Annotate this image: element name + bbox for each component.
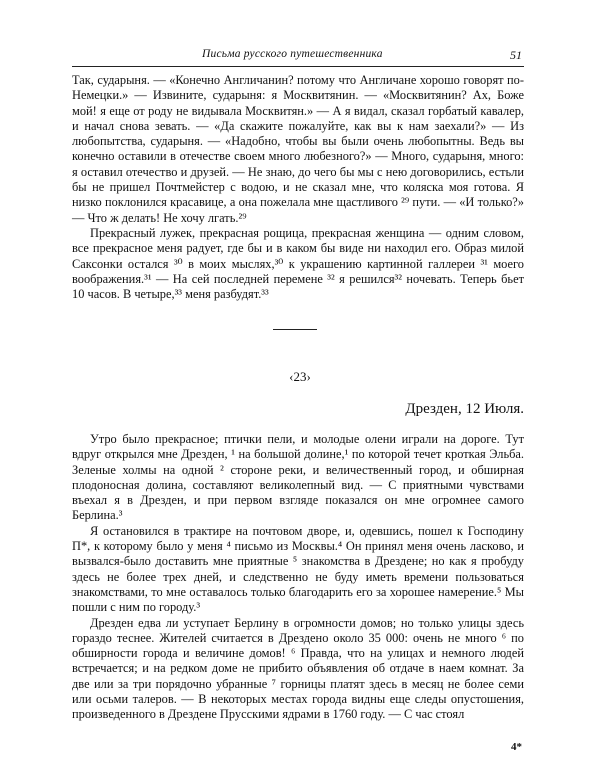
paragraph-dialogue: Так, сударыня. — «Конечно Англичанин? потому что Англичане хорошо говорят по-Немецки.» — Извините, сударыня: я Москвитянин. — «Москвитянин? Ах, Боже мой! я еще от роду не видывала Москвитян.» — А я видал, сказал горбатый кавалер, и начал снова зевать. — «Да скажите пожалуйте, как вы к нам заехали?» — Из любопытства, сударыня. — «Надобно, чтобы вы были очень любопытны. Ведь вы конечно оставили в отечестве своем много любезного?» — Много, сударыня, много: я оставил отечество и друзей. — Не знаю, до чего бы мы с нею договорились, естьли бы не пришел Почтмейстер с водою, и не сказал мне, что коляска моя готова. Я низко поклонился красавице, а она пожелала мне щастливого ²⁹ пути. — «И только?» — Что ж делать! Не хочу лгать.²⁹ [72,73,524,225]
running-title: Письма русского путешественника [202,48,383,60]
section-divider [273,329,317,330]
paragraph-city: Дрезден едва ли уступает Берлину в огромности домов; но только улицы здесь гораздо теснее. Жителей считается в Дрездено около 35 000: очень не много ⁶ по обширности города и величине домов! ⁶ Правда, что на улицах и немного людей встречается; и на редком доме не прибито объявления об отдаче в наем комнат. За две или за три порядочно убранные ⁷ горницы платят здесь в месяц не более семи или осьми талеров. — В некоторых местах города видны еще следы опустошения, произведенного в Дрездене Прусскими ядрами в 1760 году. — С час стоял [72,615,524,722]
paragraph-meadow: Прекрасный лужек, прекрасная рощица, прекрасная женщина — одним словом, все прекрасное меня радует, где бы и в каком бы виде ни находил его. Образ милой Саксонки остался ³⁰ в моих мыслях,³⁰ к украшению картинной галлереи ³¹ моего воображения.³¹ — На сей последней перемене ³² я решился³² ночевать. Теперь бьет 10 часов. В четыре,³³ меня разбудят.³³ [72,225,524,302]
letter-23-body [72,432,524,723]
letter-22-ending [72,73,524,302]
letter-dateline: Дрезден, 12 Июля. [405,401,524,417]
paragraph-morning: Утро было прекрасное; птички пели, и молодые олени играли на дороге. Тут вдруг открылся мне Дрезден, ¹ на большой долине,¹ по которой течет кроткая Эльба. Зеленые холмы на одной ² стороне реки, и величественный город, и обширная плодоносная долина, составляют великолепный вид. — С приятными чувствами въехал я в Дрезден, и при первом взгляде показался он мне огромнее самого Берлина.³ [72,432,524,523]
page-number: 51 [510,48,522,62]
running-header [72,46,524,67]
paragraph-inn: Я остановился в трактире на почтовом дворе, и, одевшись, пошел к Господину П*, к которому было у меня ⁴ письмо из Москвы.⁴ Он принял меня очень ласково, и вызвался-было доставить мне приятные ⁵ знакомства в Дрездене; но как я пробуду здесь не более трех дней, и следственно не буду иметь времени пользоваться знакомствами, то мне оставалось только благодарить его за хорошее намерение.⁵ Мы пошли с ним по городу.³ [72,523,524,615]
signature-mark: 4* [511,741,522,753]
letter-number: ‹23› [289,369,311,384]
